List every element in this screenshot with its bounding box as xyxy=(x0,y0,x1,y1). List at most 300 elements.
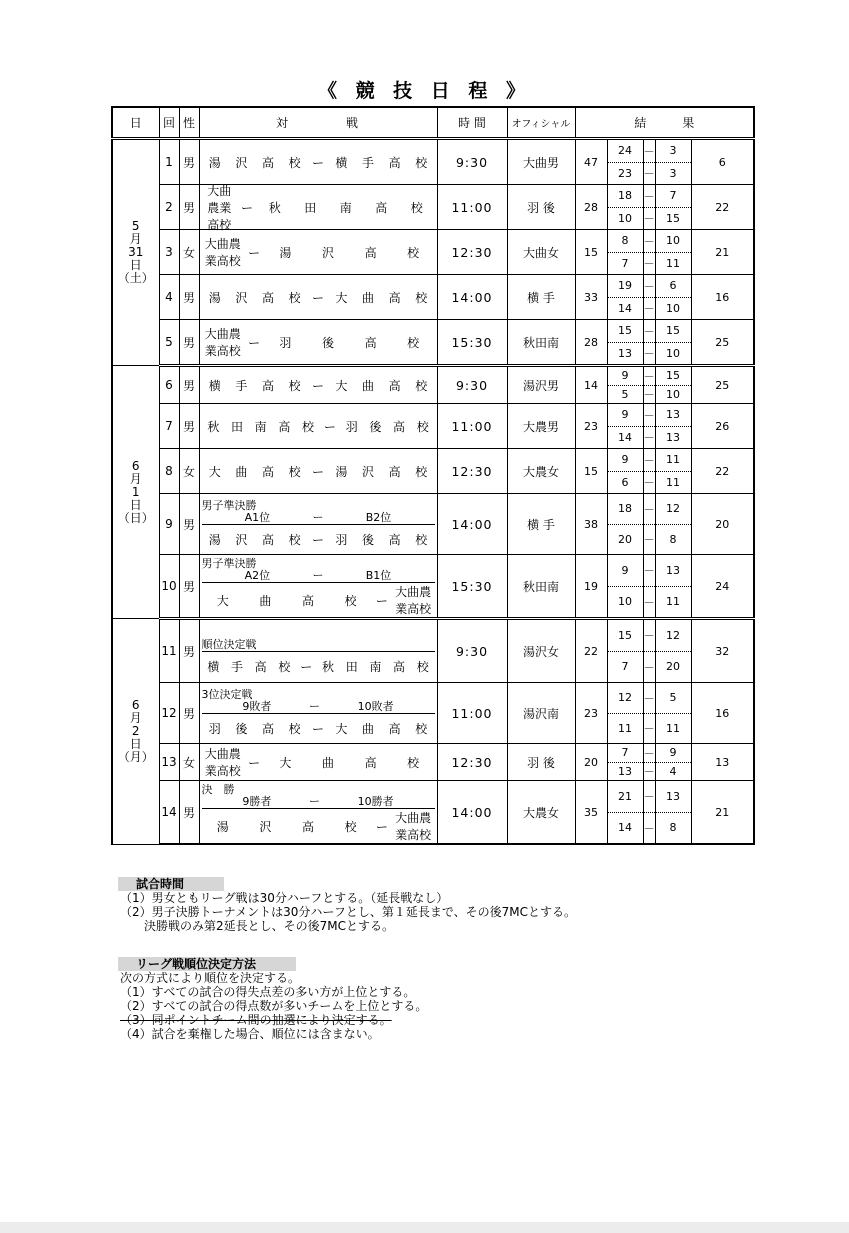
sex: 男 xyxy=(179,683,199,744)
day-label: （土） xyxy=(117,271,154,285)
header-round: 回 xyxy=(159,107,179,139)
half-2: 11 xyxy=(666,595,680,609)
half-2: 8 xyxy=(669,532,677,546)
official: 湯沢南 xyxy=(507,683,575,744)
half-score xyxy=(607,683,643,744)
team-char: 湯 xyxy=(335,464,348,479)
match-time: 15:30 xyxy=(437,555,507,619)
half-1: 3 xyxy=(656,140,691,163)
half-2: 5 xyxy=(621,387,629,401)
vs-dash: ー xyxy=(248,755,261,770)
team-char: 田 xyxy=(345,660,358,675)
sex: 男 xyxy=(179,619,199,683)
day-label: 6 xyxy=(131,697,140,712)
round-no: 6 xyxy=(159,366,179,404)
half-1: － xyxy=(644,744,655,763)
vs-dash: ー xyxy=(248,245,261,260)
match-time: 12:30 xyxy=(437,230,507,275)
team-char: 校 xyxy=(288,464,301,479)
half-1: 15 xyxy=(608,320,643,343)
round-no: 8 xyxy=(159,449,179,494)
score-right-total: 24 xyxy=(691,555,754,619)
team-char: 羽 xyxy=(208,721,221,736)
half-2: 14 xyxy=(618,301,632,315)
team-char: 曲 xyxy=(259,593,272,608)
team-char: 手 xyxy=(361,155,374,170)
half-score xyxy=(607,275,643,320)
team-char: 大 xyxy=(335,290,348,305)
match-time: 12:30 xyxy=(437,449,507,494)
team-char: 大曲農業高校 xyxy=(204,327,241,358)
official: 湯沢女 xyxy=(507,619,575,683)
half-2: 8 xyxy=(669,821,677,835)
team-char: 校 xyxy=(416,660,429,675)
half-2: － xyxy=(643,722,655,736)
day-label: （日） xyxy=(117,510,154,525)
half-2: 7 xyxy=(621,660,629,674)
match-stage xyxy=(202,781,435,809)
score-dash xyxy=(643,781,655,845)
header-match: 対 戦 xyxy=(199,107,437,139)
half-1: 12 xyxy=(656,620,691,652)
team-char: 大曲農業高校 xyxy=(395,811,432,842)
match-time: 14:00 xyxy=(437,494,507,555)
match-stage xyxy=(202,494,435,525)
day-cell xyxy=(112,619,159,845)
match-time: 11:00 xyxy=(437,683,507,744)
half-score xyxy=(607,366,643,404)
day-label: 6 xyxy=(131,458,140,473)
score-left-total: 15 xyxy=(575,230,607,275)
half-score xyxy=(607,404,643,449)
half-1: － xyxy=(644,367,655,386)
match-line xyxy=(202,809,435,843)
half-score xyxy=(607,555,643,619)
team-char: 湯 xyxy=(208,155,221,170)
match-cell xyxy=(199,449,437,494)
match-row xyxy=(112,449,754,494)
sex: 男 xyxy=(179,781,199,845)
half-score xyxy=(655,683,691,744)
score-dash xyxy=(643,320,655,366)
stage-sub-item: 10敗者 xyxy=(357,699,394,713)
score-left-total: 15 xyxy=(575,449,607,494)
match-row xyxy=(112,320,754,366)
half-2: 10 xyxy=(618,211,632,225)
half-1: 15 xyxy=(608,620,643,652)
match-line xyxy=(202,652,435,683)
score-dash xyxy=(643,275,655,320)
round-no: 9 xyxy=(159,494,179,555)
stage-sub xyxy=(202,570,435,582)
match-block xyxy=(202,494,435,554)
league-ranking-section xyxy=(120,957,427,1041)
score-right-total: 16 xyxy=(691,275,754,320)
match-row xyxy=(112,275,754,320)
score-left-total: 20 xyxy=(575,744,607,781)
vs-dash: ー xyxy=(312,721,325,736)
score-left-total: 14 xyxy=(575,366,607,404)
match-row xyxy=(112,683,754,744)
half-2: － xyxy=(643,388,655,402)
round-no: 5 xyxy=(159,320,179,366)
sex: 男 xyxy=(179,494,199,555)
half-1: 24 xyxy=(608,140,643,163)
half-1: － xyxy=(644,449,655,472)
team-char: 高 xyxy=(388,532,401,547)
sex: 男 xyxy=(179,320,199,366)
team-char: 校 xyxy=(344,819,357,834)
half-2: 3 xyxy=(669,166,677,180)
score-right-total: 6 xyxy=(691,139,754,185)
match-cell xyxy=(199,275,437,320)
half-score xyxy=(607,781,643,845)
match-line xyxy=(202,376,435,394)
team-char: 校 xyxy=(288,378,301,393)
schedule-body xyxy=(112,139,754,845)
team-char: 沢 xyxy=(361,464,374,479)
round-no: 13 xyxy=(159,744,179,781)
stage-sub-item: A2位 xyxy=(244,569,271,582)
half-score xyxy=(655,139,691,185)
half-1: － xyxy=(644,140,655,163)
official: 秋田南 xyxy=(507,320,575,366)
half-1: 13 xyxy=(656,555,691,587)
match-stage xyxy=(202,620,435,652)
half-2: 4 xyxy=(669,764,677,778)
match-line xyxy=(202,237,435,268)
half-score xyxy=(655,555,691,619)
team-char: 大 xyxy=(335,721,348,736)
vs-dash: ー xyxy=(375,819,388,834)
team-char: 手 xyxy=(235,378,248,393)
score-left-total: 28 xyxy=(575,185,607,230)
day-label: 5 xyxy=(131,219,140,233)
half-1: 7 xyxy=(608,744,643,763)
match-cell xyxy=(199,619,437,683)
score-right-total: 32 xyxy=(691,619,754,683)
score-dash xyxy=(643,139,655,185)
vs-dash: ー xyxy=(312,532,325,547)
half-1: 9 xyxy=(608,449,643,472)
match-block xyxy=(202,555,435,617)
match-time: 9:30 xyxy=(437,139,507,185)
sex: 男 xyxy=(179,185,199,230)
league-ranking-line: （2）すべての試合の得点数が多いチームを上位とする。 xyxy=(120,999,428,1013)
team-char: 横 xyxy=(208,378,221,393)
half-score xyxy=(607,744,643,781)
team-char: 校 xyxy=(278,660,291,675)
team-char: 大曲農業高校 xyxy=(204,747,241,778)
team-char: 校 xyxy=(415,155,428,170)
team-char: 校 xyxy=(416,419,429,434)
half-2: － xyxy=(643,347,655,361)
team-char: 湯 xyxy=(208,532,221,547)
score-dash xyxy=(643,744,655,781)
half-score xyxy=(607,494,643,555)
stage-title: 順位決定戦 xyxy=(201,637,257,651)
day-label: 日 xyxy=(129,736,142,751)
league-ranking-heading: リーグ戦順位決定方法 xyxy=(118,957,296,971)
score-right-total: 16 xyxy=(691,683,754,744)
team-char: 曲 xyxy=(361,378,374,393)
official: 羽 後 xyxy=(507,744,575,781)
team-char: 後 xyxy=(361,532,374,547)
footer-bar xyxy=(0,1222,849,1233)
official: 横 手 xyxy=(507,275,575,320)
half-2: － xyxy=(643,821,655,835)
team-char: 高 xyxy=(364,245,377,260)
score-left-total: 22 xyxy=(575,619,607,683)
vs-dash: ー xyxy=(300,660,313,675)
half-1: 18 xyxy=(608,185,643,208)
team-char: 南 xyxy=(369,660,382,675)
team-char: 大曲農業高校 xyxy=(204,237,241,268)
match-row xyxy=(112,619,754,683)
half-1: － xyxy=(644,275,655,298)
round-no: 10 xyxy=(159,555,179,619)
day-label: 31 xyxy=(128,245,144,259)
team-char: 校 xyxy=(415,290,428,305)
team-char: 秋 xyxy=(268,200,281,215)
score-dash xyxy=(643,494,655,555)
stage-sub xyxy=(202,796,435,808)
team-char: 校 xyxy=(407,755,420,770)
half-score xyxy=(655,320,691,366)
half-2: － xyxy=(643,476,655,490)
half-1: 13 xyxy=(656,781,691,813)
stage-title: 男子準決勝 xyxy=(201,557,257,570)
half-2: － xyxy=(643,257,655,271)
match-block xyxy=(202,781,435,843)
match-line xyxy=(202,747,435,778)
match-line xyxy=(202,525,435,555)
half-1: 8 xyxy=(608,230,643,253)
stage-sub-item: 10勝者 xyxy=(357,795,394,808)
match-time: 12:30 xyxy=(437,744,507,781)
half-2: － xyxy=(643,302,655,316)
half-score xyxy=(655,404,691,449)
half-1: 9 xyxy=(656,744,691,763)
vs-dash: ー xyxy=(312,464,325,479)
sex: 女 xyxy=(179,449,199,494)
official: 大農女 xyxy=(507,449,575,494)
score-right-total: 21 xyxy=(691,230,754,275)
team-char: 南 xyxy=(339,200,352,215)
vs-dash: ー xyxy=(312,290,325,305)
stage-sub-item: ー xyxy=(312,569,324,582)
sex: 男 xyxy=(179,366,199,404)
vs-dash: ー xyxy=(248,335,261,350)
half-1: 12 xyxy=(608,683,643,714)
vs-dash: ー xyxy=(375,593,388,608)
team-char: 高 xyxy=(262,532,275,547)
team-char: 後 xyxy=(321,335,334,350)
half-1: － xyxy=(644,620,655,652)
match-row xyxy=(112,139,754,185)
half-1: 18 xyxy=(608,494,643,525)
match-line xyxy=(202,714,435,744)
day-cell xyxy=(112,139,159,366)
match-time: 11:00 xyxy=(437,185,507,230)
half-2: 14 xyxy=(618,821,632,835)
team-char: 高 xyxy=(375,200,388,215)
team-char: 曲 xyxy=(235,464,248,479)
stage-sub-item: ー xyxy=(308,699,320,713)
half-1: 19 xyxy=(608,275,643,298)
half-1: 15 xyxy=(656,367,691,386)
sex: 男 xyxy=(179,555,199,619)
match-time: 14:00 xyxy=(437,781,507,845)
half-1: － xyxy=(644,320,655,343)
team-char: 校 xyxy=(410,200,423,215)
league-ranking-line-struck: （3）同ポイントチーム間の抽選により決定する。 xyxy=(120,1013,392,1027)
half-2: 10 xyxy=(666,346,680,360)
half-2: 10 xyxy=(618,595,632,609)
match-cell xyxy=(199,683,437,744)
official: 大曲女 xyxy=(507,230,575,275)
team-char: 湯 xyxy=(216,819,229,834)
match-line xyxy=(202,462,435,480)
league-ranking-line: 次の方式により順位を決定する。 xyxy=(120,971,301,985)
half-2: 11 xyxy=(666,475,680,489)
half-1: － xyxy=(644,230,655,253)
team-char: 校 xyxy=(344,593,357,608)
team-char: 校 xyxy=(415,464,428,479)
match-stage xyxy=(202,555,435,583)
half-2: 6 xyxy=(621,475,629,489)
half-1: 5 xyxy=(656,683,691,714)
half-2: 23 xyxy=(618,166,632,180)
team-char: 高 xyxy=(393,419,406,434)
official: 横 手 xyxy=(507,494,575,555)
half-2: 20 xyxy=(618,532,632,546)
team-char: 羽 xyxy=(335,532,348,547)
team-char: 湯 xyxy=(208,290,221,305)
match-row xyxy=(112,781,754,845)
team-char: 高 xyxy=(262,378,275,393)
team-char: 高 xyxy=(301,819,314,834)
match-cell xyxy=(199,781,437,845)
team-char: 校 xyxy=(415,378,428,393)
league-ranking-line: （1）すべての試合の得失点差の多い方が上位とする。 xyxy=(120,985,416,999)
team-char: 曲 xyxy=(321,755,334,770)
team-char: 後 xyxy=(235,721,248,736)
sex: 男 xyxy=(179,275,199,320)
day-label: （月） xyxy=(117,749,154,764)
score-right-total: 20 xyxy=(691,494,754,555)
team-char: 沢 xyxy=(259,819,272,834)
stage-sub-item: A1位 xyxy=(244,510,271,524)
vs-dash: ー xyxy=(312,155,325,170)
score-left-total: 38 xyxy=(575,494,607,555)
score-right-total: 22 xyxy=(691,185,754,230)
round-no: 11 xyxy=(159,619,179,683)
day-label: 2 xyxy=(131,723,140,738)
match-row xyxy=(112,185,754,230)
half-score xyxy=(655,449,691,494)
half-2: 13 xyxy=(666,430,680,444)
half-1: － xyxy=(644,185,655,208)
team-char: 沢 xyxy=(235,532,248,547)
team-char: 大 xyxy=(335,378,348,393)
vs-dash: ー xyxy=(312,378,325,393)
team-char: 校 xyxy=(288,532,301,547)
header-sex: 性 xyxy=(179,107,199,139)
team-char: 校 xyxy=(288,290,301,305)
team-char: 大 xyxy=(208,464,221,479)
sex: 男 xyxy=(179,139,199,185)
team-char: 羽 xyxy=(345,419,358,434)
team-char: 高 xyxy=(262,464,275,479)
match-line xyxy=(202,183,435,232)
match-cell xyxy=(199,744,437,781)
half-2: － xyxy=(643,595,655,609)
stage-sub xyxy=(202,512,435,524)
official: 羽 後 xyxy=(507,185,575,230)
game-time-line: （1）男女ともリーグ戦は30分ハーフとする。（延長戦なし） xyxy=(120,891,449,905)
round-no: 2 xyxy=(159,185,179,230)
team-char: 高 xyxy=(364,335,377,350)
half-2: 13 xyxy=(618,764,632,778)
half-2: 11 xyxy=(666,256,680,270)
match-row xyxy=(112,404,754,449)
score-dash xyxy=(643,185,655,230)
half-2: － xyxy=(643,660,655,674)
team-char: 高 xyxy=(364,755,377,770)
match-line xyxy=(202,417,435,435)
day-label: 日 xyxy=(129,497,142,512)
team-char: 高 xyxy=(388,290,401,305)
half-1: 6 xyxy=(656,275,691,298)
score-dash xyxy=(643,366,655,404)
match-cell xyxy=(199,320,437,366)
team-char: 秋 xyxy=(322,660,335,675)
team-char: 横 xyxy=(335,155,348,170)
official: 秋田南 xyxy=(507,555,575,619)
match-cell xyxy=(199,366,437,404)
half-score xyxy=(655,781,691,845)
half-1: － xyxy=(644,555,655,587)
match-line xyxy=(202,288,435,306)
team-char: 大 xyxy=(279,755,292,770)
score-right-total: 22 xyxy=(691,449,754,494)
half-2: － xyxy=(643,765,655,779)
match-row xyxy=(112,494,754,555)
sex: 男 xyxy=(179,404,199,449)
score-dash xyxy=(643,230,655,275)
round-no: 4 xyxy=(159,275,179,320)
score-left-total: 19 xyxy=(575,555,607,619)
half-1: 21 xyxy=(608,781,643,813)
team-char: 田 xyxy=(231,419,244,434)
match-line xyxy=(202,153,435,171)
half-2: － xyxy=(643,212,655,226)
team-char: 沢 xyxy=(321,245,334,260)
team-char: 沢 xyxy=(235,290,248,305)
team-char: 高 xyxy=(393,660,406,675)
stage-sub-item: ー xyxy=(308,795,320,808)
header-time: 時 間 xyxy=(437,107,507,139)
official: 湯沢男 xyxy=(507,366,575,404)
match-cell xyxy=(199,404,437,449)
half-1: 9 xyxy=(608,367,643,386)
stage-sub-item: B2位 xyxy=(365,510,392,524)
team-char: 高 xyxy=(262,155,275,170)
match-stage xyxy=(202,683,435,714)
page-title: 《 競 技 日 程 》 xyxy=(317,80,532,102)
day-cell xyxy=(112,366,159,619)
